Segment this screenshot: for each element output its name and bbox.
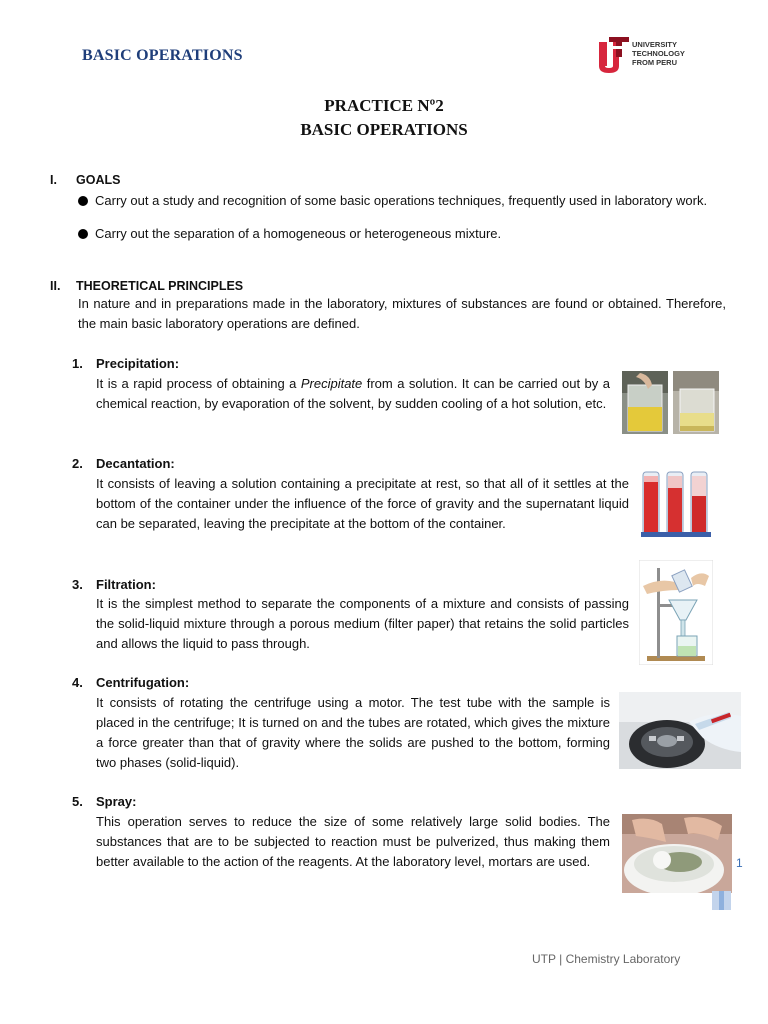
university-logo	[597, 36, 707, 74]
page-number: 1	[736, 856, 743, 870]
filtration-text: It is the simplest method to separate the components of a mixture and consists of passing the solid-liquid mixture through a porous medium (filter paper) that retains the solid particles and allows the liquid to pass through.	[96, 596, 629, 651]
precipitation-photo	[622, 371, 719, 434]
centrifugation-text: It consists of rotating the centrifuge using a motor. The test tube with the sample is placed in the centrifuge; It is turned on and the tubes are rotated, which gives the mixture a force greater than that of gravity where the solids are pushed to the bottom, forming two phases (solid-liquid).	[96, 695, 610, 770]
page-number-tab	[712, 891, 731, 910]
bullet-icon	[78, 229, 88, 239]
spray-text: This operation serves to reduce the size of some relatively large solid bodies. The substances that are to be subjected to reaction must be pulverized, thus making them better available to the action of the reagents. At the laboratory level, mortars are used.	[96, 814, 610, 869]
page-footer: UTP | Chemistry Laboratory	[532, 952, 681, 966]
spray-mortar-photo	[622, 814, 732, 893]
bullet-icon	[78, 196, 88, 206]
decantation-text: It consists of leaving a solution containing a precipitate at rest, so that all of it settles at the bottom of the container under the influence of the force of gravity and the supernatant liquid can be separated, leaving the precipitate at the bottom of the container.	[96, 476, 629, 531]
decantation-photo	[639, 470, 715, 538]
goal-item: Carry out a study and recognition of some basic operations techniques, frequently used in laboratory work.	[78, 194, 726, 208]
utp-logo-icon	[597, 36, 631, 74]
precipitation-text: It is a rapid process of obtaining a Precipitate from a solution. It can be carried out by a chemical reaction, by evaporation of the solvent, by sudden cooling of a hot solution, etc.	[96, 376, 610, 411]
principles-intro: In nature and in preparations made in the laboratory, mixtures of substances are found or obtained. Therefore, the main basic laboratory operations are defined.	[78, 296, 726, 331]
running-header: BASIC OPERATIONS	[82, 47, 243, 64]
document-title: PRACTICE Nº2	[324, 96, 444, 115]
goal-item: Carry out the separation of a homogeneous or heterogeneous mixture.	[78, 227, 726, 241]
logo-text: UNIVERSITY TECHNOLOGY FROM PERU	[632, 40, 685, 67]
filtration-photo	[639, 560, 713, 665]
centrifugation-photo	[619, 692, 741, 769]
document-subtitle: BASIC OPERATIONS	[300, 120, 468, 139]
